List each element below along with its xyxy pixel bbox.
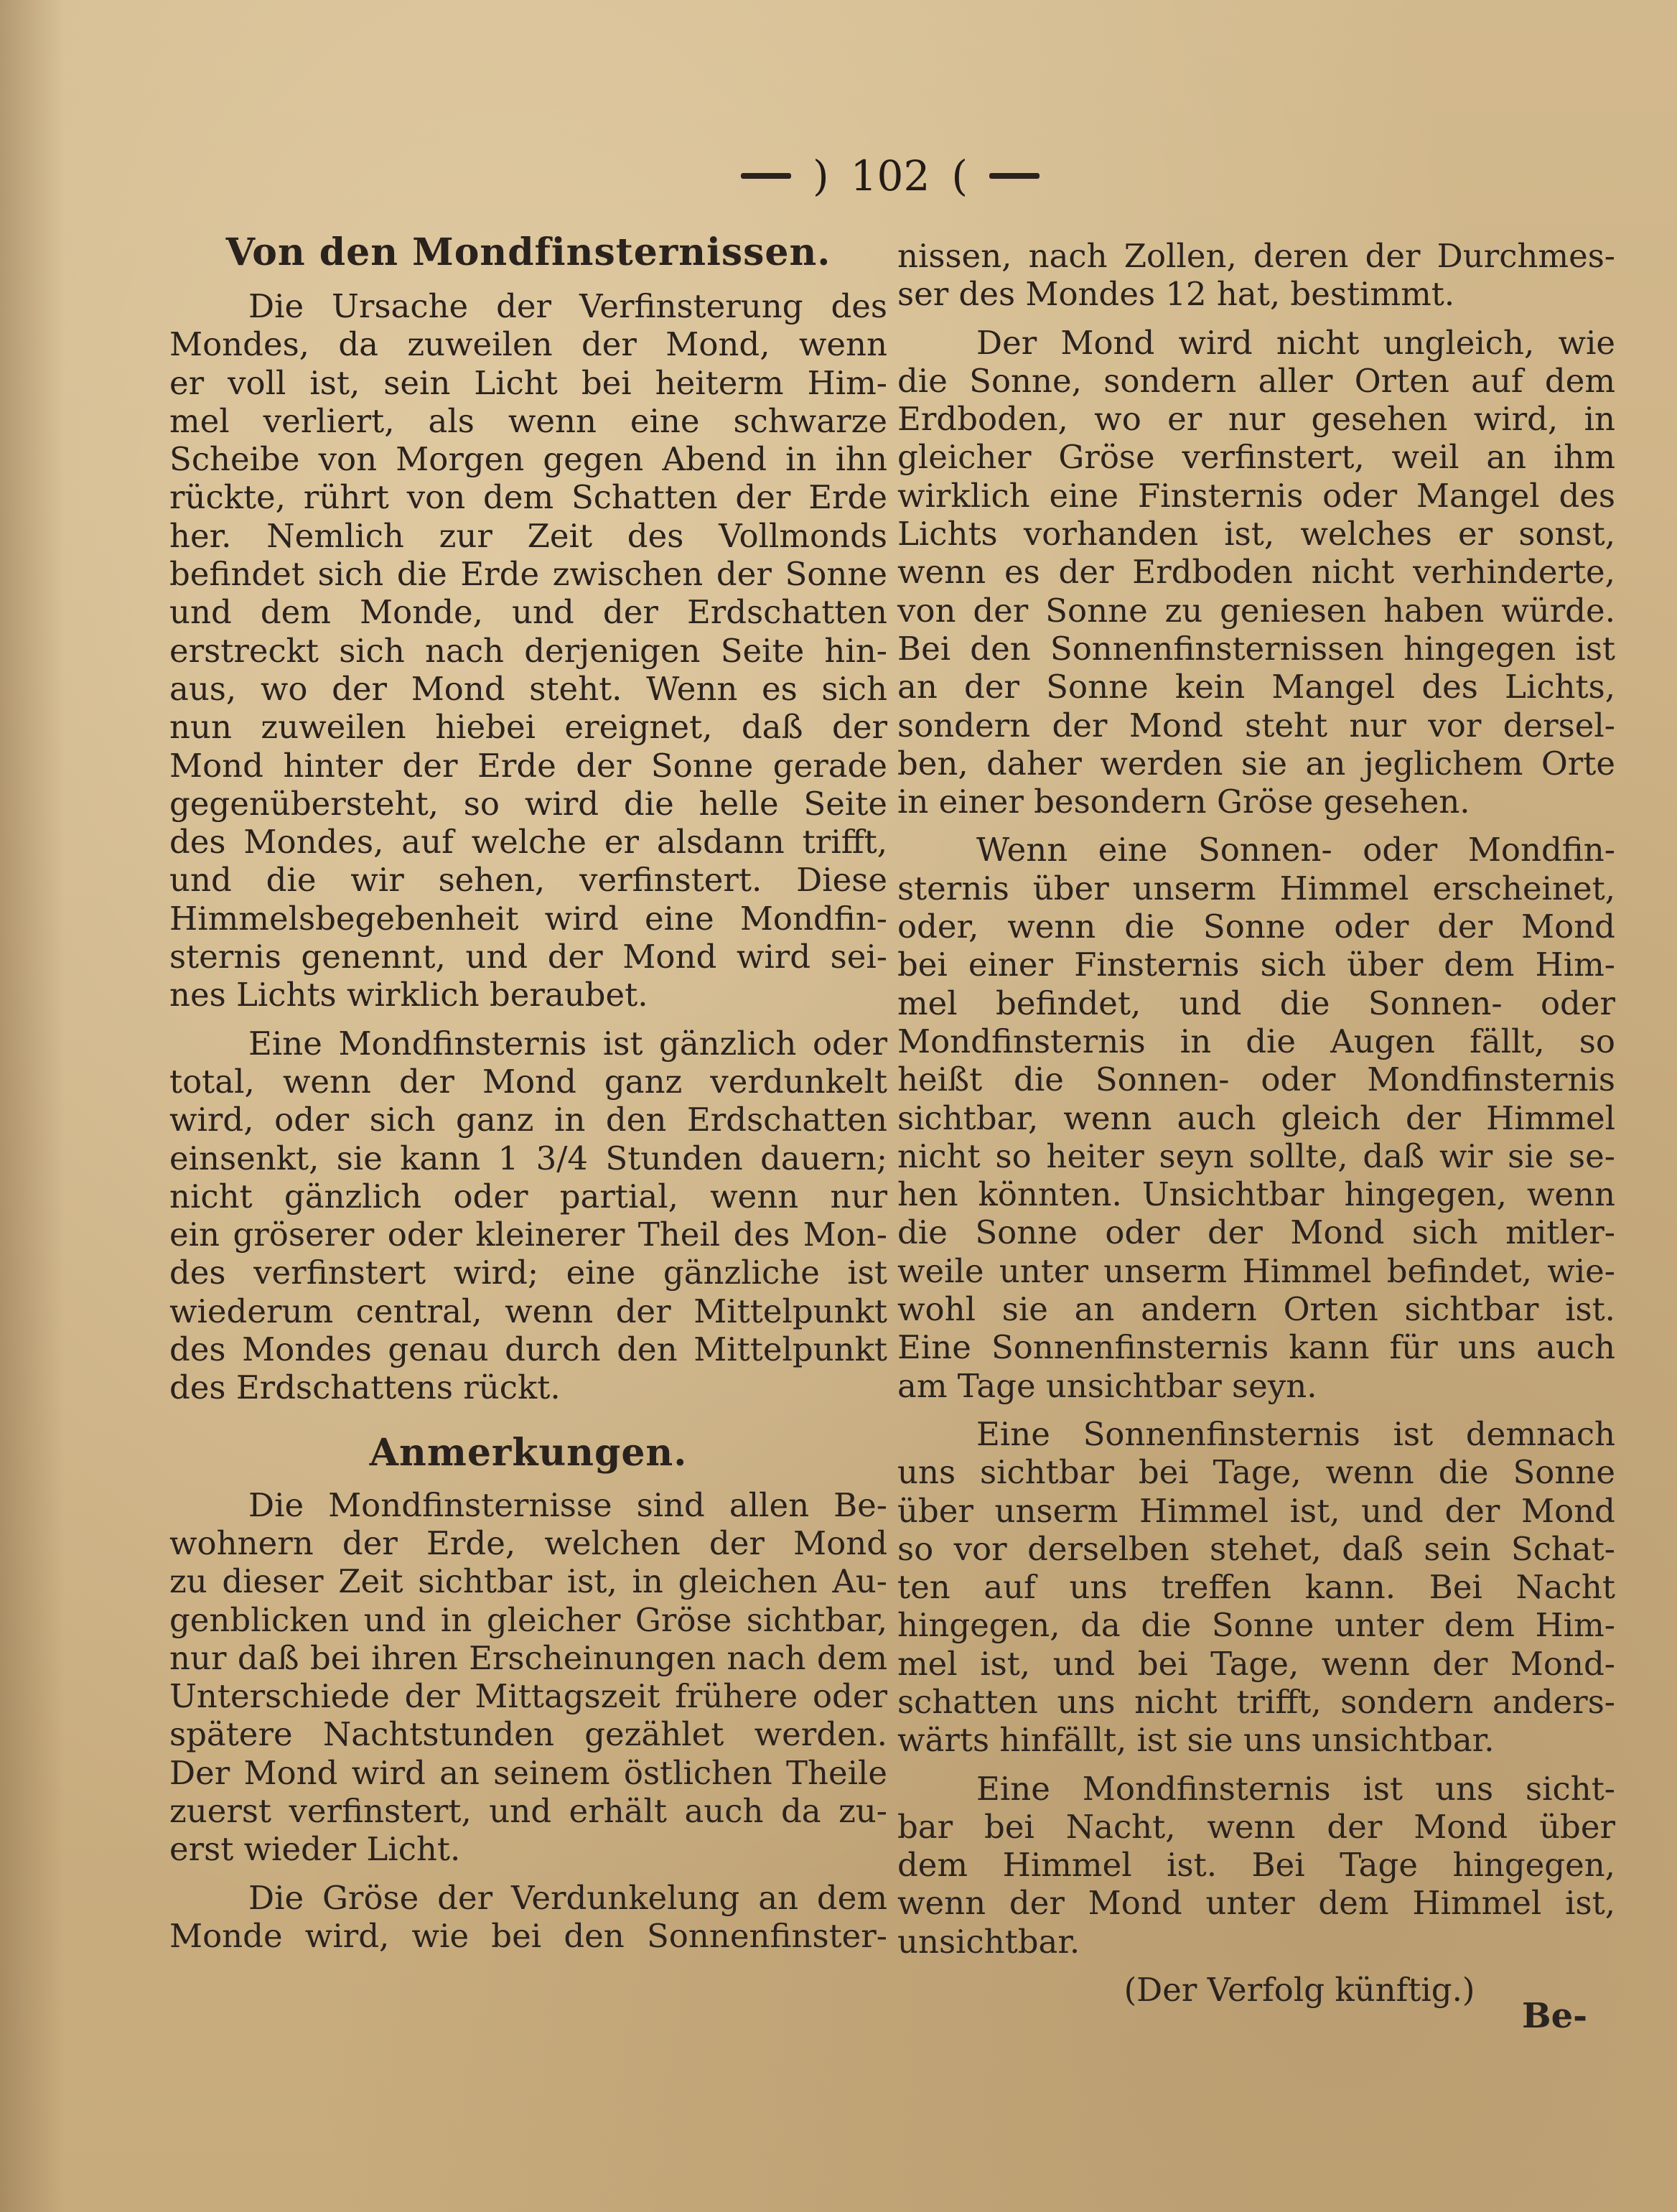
page-header [689,144,1091,208]
text-line: gleicher Gröse verfinstert, weil an ihm [897,438,1615,477]
text-line: Bei den Sonnenfinsternissen hingegen ist [897,629,1615,668]
text-line: mel ist, und bei Tage, wenn der Mond- [897,1644,1615,1683]
section-heading: Von den Mondfinsternissen. [225,230,831,274]
catchword: Be- [1522,1996,1588,2036]
text-line: die Sonne oder der Mond sich mitler- [897,1213,1615,1252]
text-line: in einer besondern Gröse gesehen. [897,783,1470,821]
text-line: nicht gänzlich oder partial, wenn nur [169,1177,887,1215]
text-line: unsichtbar. [897,1922,1080,1961]
text-line: wirklich eine Finsternis oder Mangel des [897,476,1615,515]
text-line: die Sonne, sondern aller Orten auf dem [897,361,1615,400]
right-paragraph-4 [897,1415,1615,1760]
text-line: total, wenn der Mond ganz verdunkelt [169,1062,887,1101]
text-line: weile unter unserm Himmel befindet, wie- [897,1251,1615,1290]
text-line: Die Gröse der Verdunkelung an dem [248,1878,887,1917]
text-line: über unserm Himmel ist, und der Mond [897,1491,1615,1530]
left-paragraph-4 [169,1879,887,1956]
text-line: Wenn eine Sonnen- oder Mondfin- [976,831,1615,869]
left-paragraph-1 [169,287,887,1014]
right-paragraph-2 [897,324,1615,821]
header-dash-left [741,173,791,179]
text-line: rückte, rührt von dem Schatten der Erde [169,478,887,517]
text-line: oder, wenn die Sonne oder der Mond [897,907,1615,946]
header-dash-right [989,173,1040,179]
text-line: er voll ist, sein Licht bei heiterm Him- [169,363,887,402]
right-column [897,237,1615,2009]
text-line: so vor derselben stehet, daß sein Schat- [897,1529,1615,1568]
text-line: bar bei Nacht, wenn der Mond über [897,1807,1615,1846]
right-paragraph-3 [897,831,1615,1404]
left-column [169,223,887,1965]
text-line: sternis über unserm Himmel erscheinet, [897,869,1615,907]
text-line: nissen, nach Zollen, deren der Durchmes- [897,237,1615,275]
right-paragraph-5 [897,1770,1615,1961]
text-line: sternis genennt, und der Mond wird sei- [169,938,887,976]
text-line: Mondes, da zuweilen der Mond, wenn [169,325,887,364]
text-line: wenn der Mond unter dem Himmel ist, [897,1884,1615,1923]
text-line: Mond hinter der Erde der Sonne gerade [169,746,887,785]
text-line: uns sichtbar bei Tage, wenn die Sonne [897,1453,1615,1492]
text-line: wird, oder sich ganz in den Erdschatten [169,1101,887,1139]
text-line: Der Mond wird an seinem östlichen Theile [169,1753,887,1792]
text-line: wärts hinfällt, ist sie uns unsichtbar. [897,1721,1495,1760]
page-gutter-shadow [0,0,65,2212]
right-paragraph-1 [897,237,1615,314]
header-bracket-right: ( [951,151,968,200]
text-line: und die wir sehen, verfinstert. Diese [169,861,887,900]
text-line: genblicken und in gleicher Gröse sichtbar, [169,1600,887,1639]
text-line: Himmelsbegebenheit wird eine Mondfin- [169,899,887,938]
text-line: erst wieder Licht. [169,1830,461,1869]
text-line: bei einer Finsternis sich über dem Him- [897,946,1615,984]
text-line: Die Mondfinsternisse sind allen Be- [248,1485,887,1524]
text-line: wiederum central, wenn der Mittelpunkt [169,1292,887,1330]
text-line: wohnern der Erde, welchen der Mond [169,1523,887,1562]
subsection-heading: Anmerkungen. [369,1430,688,1475]
text-line: ser des Mondes 12 hat, bestimmt. [897,275,1455,314]
text-line: des Mondes genau durch den Mittelpunkt [169,1330,887,1369]
text-line: ten auf uns treffen kann. Bei Nacht [897,1568,1615,1607]
text-line: gegenübersteht, so wird die helle Seite [169,784,887,823]
text-line: heißt die Sonnen- oder Mondfinsternis [897,1060,1615,1099]
text-line: befindet sich die Erde zwischen der Sonne [169,555,887,594]
text-line: Erdboden, wo er nur gesehen wird, in [897,400,1615,439]
text-line: Eine Sonnenfinsternis ist demnach [976,1414,1615,1453]
text-line: und dem Monde, und der Erdschatten [169,593,887,632]
text-line: Eine Mondfinsternis ist uns sicht- [976,1769,1615,1808]
text-line: von der Sonne zu geniesen haben würde. [897,591,1615,630]
text-line: Mondfinsternis in die Augen fällt, so [897,1022,1615,1060]
text-line: des verfinstert wird; eine gänzliche ist [169,1254,887,1292]
text-line: Eine Sonnenfinsternis kann für uns auch [897,1328,1615,1367]
text-line: schatten uns nicht trifft, sondern anders- [897,1682,1615,1721]
text-line: nur daß bei ihren Erscheinungen nach dem [169,1638,887,1677]
text-line: Lichts vorhanden ist, welches er sonst, [897,515,1615,554]
text-line: her. Nemlich zur Zeit des Vollmonds [169,516,887,555]
text-line: des Erdschattens rückt. [169,1368,561,1407]
continuation-note: (Der Verfolg künftig.) [1124,1971,1475,2010]
text-line: mel befindet, und die Sonnen- oder [897,984,1615,1022]
text-line: Der Mond wird nicht ungleich, wie [976,323,1615,362]
text-line: Scheibe von Morgen gegen Abend in ihn [169,440,887,479]
text-line: ein gröserer oder kleinerer Theil des Mon- [169,1215,887,1254]
text-line: zuerst verfinstert, und erhält auch da zu- [169,1791,887,1830]
text-line: am Tage unsichtbar seyn. [897,1366,1317,1405]
text-line: ben, daher werden sie an jeglichem Orte [897,744,1615,783]
text-line: Unterschiede der Mittagszeit frühere oder [169,1677,887,1716]
text-line: nes Lichts wirklich beraubet. [169,976,648,1014]
text-line: des Mondes, auf welche er alsdann trifft, [169,823,887,862]
text-line: wohl sie an andern Orten sichtbar ist. [897,1290,1615,1329]
text-line: Monde wird, wie bei den Sonnenfinster- [169,1916,887,1955]
text-line: wenn es der Erdboden nicht verhinderte, [897,553,1615,592]
text-line: Die Ursache der Verfinsterung des [248,287,887,325]
text-line: hingegen, da die Sonne unter dem Him- [897,1606,1615,1645]
text-line: mel verliert, als wenn eine schwarze [169,401,887,440]
text-line: an der Sonne kein Mangel des Lichts, [897,668,1615,706]
left-paragraph-3 [169,1486,887,1869]
text-line: Eine Mondfinsternis ist gänzlich oder [248,1024,887,1063]
text-line: sichtbar, wenn auch gleich der Himmel [897,1098,1615,1137]
text-line: erstreckt sich nach derjenigen Seite hin- [169,631,887,670]
text-line: einsenkt, sie kann 1 3/4 Stunden dauern; [169,1139,887,1177]
page-number: 102 [850,151,930,200]
text-line: zu dieser Zeit sichtbar ist, in gleichen Au- [169,1562,887,1601]
text-line: sondern der Mond steht nur vor dersel- [897,706,1615,745]
text-line: hen könnten. Unsichtbar hingegen, wenn [897,1175,1615,1214]
text-line: dem Himmel ist. Bei Tage hingegen, [897,1846,1615,1885]
header-bracket-left: ) [813,151,829,200]
text-line: aus, wo der Mond steht. Wenn es sich [169,669,887,708]
text-line: spätere Nachtstunden gezählet werden. [169,1715,887,1754]
text-line: nicht so heiter seyn sollte, daß wir sie se- [897,1137,1615,1175]
text-line: nun zuweilen hiebei ereignet, daß der [169,708,887,747]
left-paragraph-2 [169,1025,887,1407]
